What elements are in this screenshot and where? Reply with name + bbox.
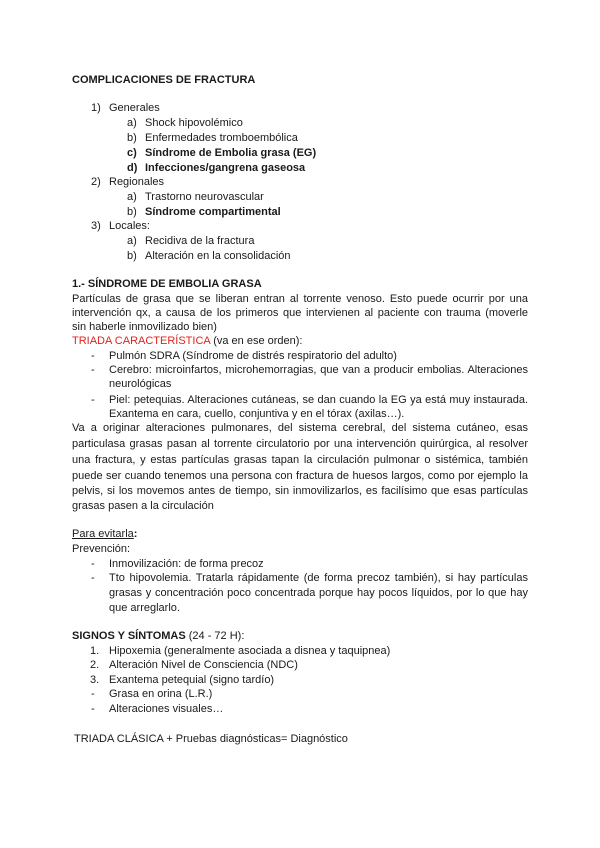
subheading-avoid	[72, 527, 137, 541]
bullet-dash: -	[91, 350, 95, 362]
outline-letter: a)	[127, 117, 137, 129]
list-marker: -	[91, 703, 95, 715]
diagnosis-formula: TRIADA CLÁSICA + Pruebas diagnósticas= Diagnóstico	[74, 733, 348, 745]
outline-letter: b)	[127, 132, 137, 144]
outline-item: Enfermedades tromboembólica	[145, 132, 298, 144]
list-item: Alteraciones visuales…	[109, 703, 224, 715]
triad-suffix: (va en ese orden):	[210, 335, 303, 347]
bullet-dash: -	[91, 558, 95, 570]
paragraph-line: una fractura, y estas partículas grasas tapan la circulación pulmonar o sistémica, también	[72, 454, 528, 466]
bullet-item: Piel: petequias. Alteraciones cutáneas, se dan cuando la EG ya está muy instaurada.	[109, 394, 528, 406]
outline-letter: b)	[127, 206, 137, 218]
outline-item: Infecciones/gangrena gaseosa	[145, 162, 306, 174]
bullet-item: Inmovilización: de forma precoz	[109, 558, 264, 570]
paragraph-line: sin haberle inmovilizado bien)	[72, 321, 217, 333]
paragraph-line: Partículas de grasa que se liberan entran al torrente venoso. Esto puede ocurrir por una	[72, 293, 528, 305]
outline-heading-locales: Locales:	[109, 220, 150, 232]
section-heading: 1.- SÍNDROME DE EMBOLIA GRASA	[72, 278, 262, 290]
outline-item: Alteración en la consolidación	[145, 250, 291, 262]
bullet-item: Pulmón SDRA (Síndrome de distrés respiratorio del adulto)	[109, 350, 397, 362]
outline-number: 3)	[91, 220, 101, 232]
bullet-item-cont: Exantema en cara, cuello, conjuntiva y en el tórax (axilas…).	[109, 408, 405, 420]
bullet-item: Cerebro: microinfartos, microhemorragias, que van a producir embolias. Alteraciones	[109, 364, 528, 376]
signs-heading-label: SIGNOS Y SÍNTOMAS	[72, 630, 186, 642]
outline-item: Shock hipovolémico	[145, 117, 243, 129]
bullet-item-cont: neurológicas	[109, 378, 172, 390]
list-marker: 1.	[90, 645, 100, 657]
outline-item: Síndrome de Embolia grasa (EG)	[145, 147, 317, 159]
list-marker: 3.	[90, 674, 100, 686]
outline-letter: c)	[127, 147, 137, 159]
paragraph-line: pelvis, si los movemos antes de tiempo, sin inmovilizarlos, es facilísimo que esas partículas	[72, 485, 528, 497]
paragraph-line: particulasa grasas pasan al torrente circulatorio por una intervención quirúrgica, al resolver	[72, 438, 528, 450]
prevention-label: Prevención:	[72, 543, 131, 555]
signs-heading-suffix: (24 - 72 H):	[185, 630, 245, 642]
outline-letter: a)	[127, 235, 137, 247]
list-item: Grasa en orina (L.R.)	[109, 688, 213, 700]
signs-heading	[72, 629, 244, 643]
outline-number: 2)	[91, 176, 101, 188]
document-title: COMPLICACIONES DE FRACTURA	[72, 74, 256, 86]
list-marker: -	[91, 688, 95, 700]
bullet-item: Tto hipovolemia. Tratarla rápidamente (de forma precoz también), si hay partículas	[109, 572, 528, 584]
list-item: Exantema petequial (signo tardío)	[109, 674, 275, 686]
list-item: Alteración Nivel de Consciencia (NDC)	[109, 659, 298, 671]
paragraph-line: grasas pasen a la circulación	[72, 500, 214, 512]
paragraph-line: puede ser cuando tenemos una persona con fractura de huesos largos, como por ejemplo la	[72, 470, 528, 482]
outline-letter: d)	[127, 162, 138, 174]
list-item: Hipoxemia (generalmente asociada a disnea y taquipnea)	[109, 645, 391, 657]
bullet-dash: -	[91, 572, 95, 584]
bullet-item-cont: que arreglarlo.	[109, 602, 180, 614]
bullet-item-cont: grasas y concentración poco concentrada porque hay pocos líquidos, por lo que hay	[109, 587, 528, 599]
triad-label: TRIADA CARACTERÍSTICA	[72, 335, 211, 347]
bullet-dash: -	[91, 394, 95, 406]
outline-item: Recidiva de la fractura	[145, 235, 255, 247]
outline-heading-generales: Generales	[109, 102, 160, 114]
avoid-heading: Para evitarla	[72, 528, 134, 540]
outline-number: 1)	[91, 102, 101, 114]
paragraph-line: intervención qx, a causa de los primeros que intervienen al paciente con trauma (moverle	[72, 307, 528, 319]
outline-letter: b)	[127, 250, 137, 262]
outline-item: Síndrome compartimental	[145, 206, 281, 218]
triad-heading	[72, 334, 302, 348]
avoid-colon: :	[133, 528, 138, 540]
list-marker: 2.	[90, 659, 100, 671]
outline-letter: a)	[127, 191, 137, 203]
paragraph-line: Va a originar alteraciones pulmonares, del sistema cerebral, del sistema cutáneo, esas	[72, 422, 528, 434]
bullet-dash: -	[91, 364, 95, 376]
outline-item: Trastorno neurovascular	[145, 191, 264, 203]
outline-heading-regionales: Regionales	[109, 176, 165, 188]
